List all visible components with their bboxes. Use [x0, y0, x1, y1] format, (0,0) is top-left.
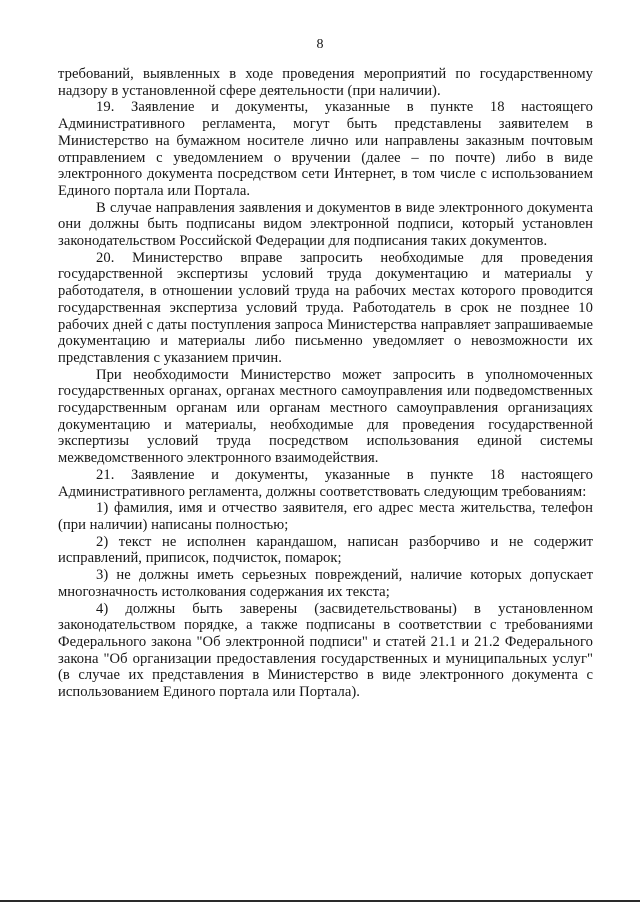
paragraph-item-19: 19. Заявление и документы, указанные в пункте 18 настоящего Административного регламента, могут быть представлены заявителем в Министерство на бумажном носителе лично или направлены заказным почтовым отправлением с уведомлением о вручении (далее – по почте) либо в виде электронного документа посредством сети Интернет, в том числе с использованием Единого портала или Портала.	[58, 99, 593, 199]
requirement-item-3: 3) не должны иметь серьезных повреждений, наличие которых допускает многозначность истолкования содержания их текста;	[58, 567, 593, 600]
paragraph-interagency-request: При необходимости Министерство может запросить в уполномоченных государственных органах, органах местного самоуправления или подведомственных государственным органам или органам местного самоуправления организациях документацию и материалы, необходимые для проведения государственной экспертизы условий труда посредством использования единой системы межведомственного электронного взаимодействия.	[58, 366, 593, 467]
requirement-item-2: 2) текст не исполнен карандашом, написан разборчиво и не содержит исправлений, приписок, подчисток, помарок;	[58, 533, 593, 567]
paragraph-item-20: 20. Министерство вправе запросить необходимые для проведения государственной экспертизы условий труда документацию и материалы у работодателя, в отношении условий труда на рабочих местах которого проводится государственная экспертиза условий труда. Работодатель в срок не позднее 10 рабочих дней с даты поступления запроса Министерства направляет запрашиваемые документацию и материалы либо письменно уведомляет о невозможности их представления с указанием причин.	[58, 249, 593, 366]
paragraph-electronic-signature: В случае направления заявления и документов в виде электронного документа они должны быть подписаны видом электронной подписи, который установлен законодательством Российской Федерации для подписания таких документов.	[58, 199, 593, 250]
paragraph-continuation: требований, выявленных в ходе проведения мероприятий по государственному надзору в установленной сфере деятельности (при наличии).	[58, 66, 593, 99]
page-number: 8	[316, 37, 324, 52]
document-body	[58, 66, 593, 701]
requirement-item-1: 1) фамилия, имя и отчество заявителя, его адрес места жительства, телефон (при наличии) написаны полностью;	[58, 500, 593, 533]
paragraph-item-21: 21. Заявление и документы, указанные в пункте 18 настоящего Административного регламента, должны соответствовать следующим требованиям:	[58, 466, 593, 500]
requirement-item-4: 4) должны быть заверены (засвидетельствованы) в установленном законодательством порядке, а также подписаны в соответствии с требованиями Федерального закона "Об электронной подписи" и статей 21.1 и 21.2 Федерального закона "Об организации предоставления государственных и муниципальных услуг" (в случае их представления в Министерство в виде электронного документа с использованием Единого портала или Портала).	[58, 600, 593, 701]
page-bottom-edge	[0, 900, 640, 902]
